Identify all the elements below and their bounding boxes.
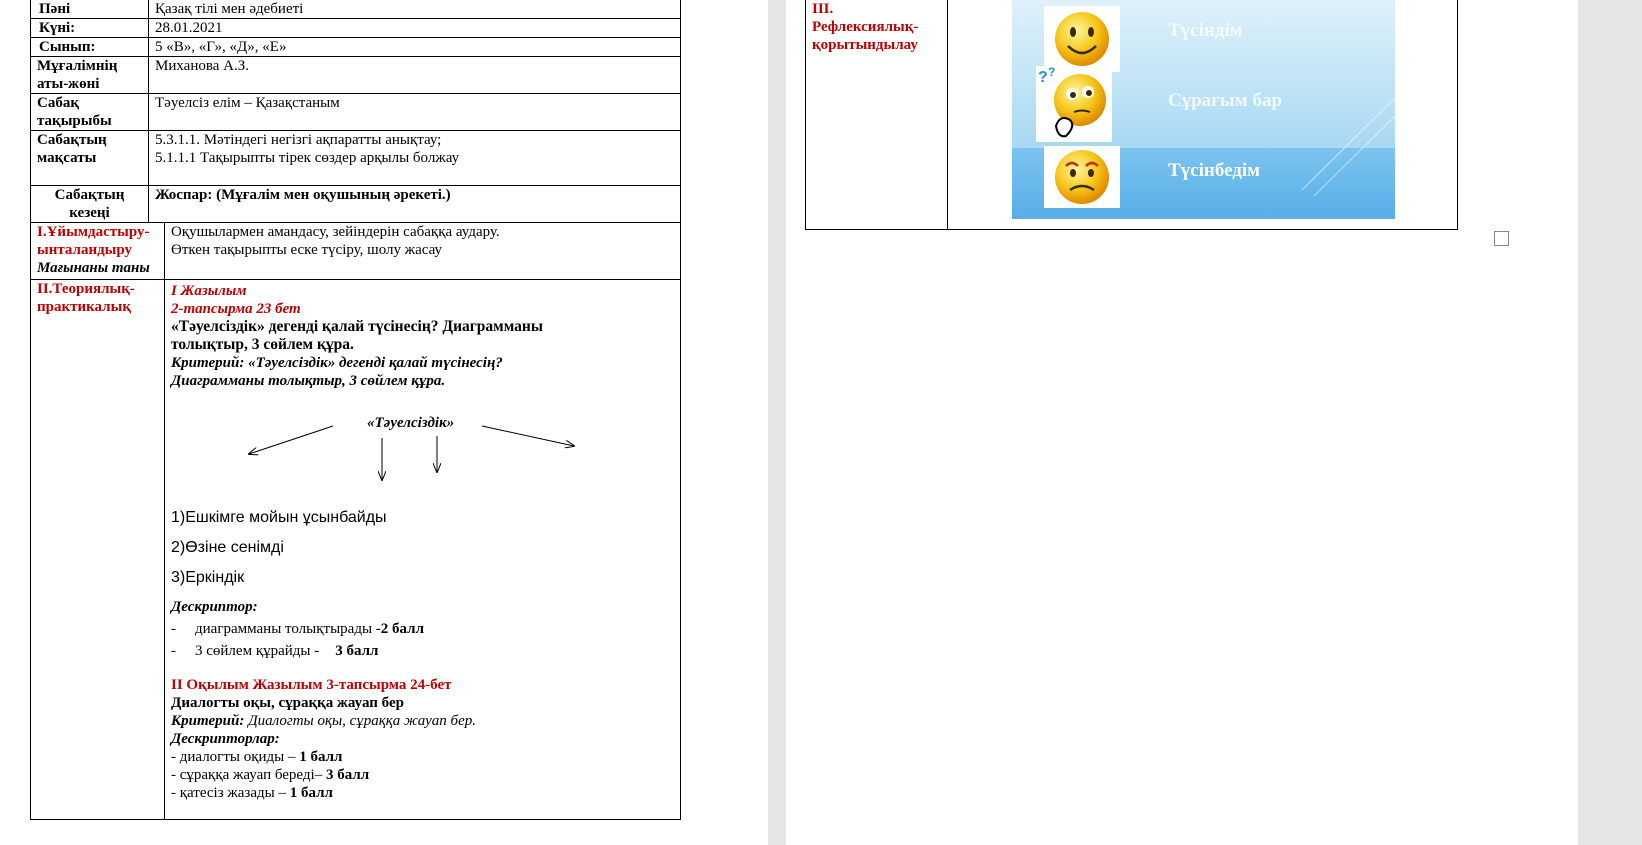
stage1-line-1: Оқушылармен амандасу, зейіндерін сабаққа аудару. — [171, 224, 500, 240]
criterion-line-1: Критерий: «Тәуелсіздік» дегенді қалай түсінесің? — [171, 355, 503, 371]
subject-label: Пәні — [31, 0, 149, 19]
caption-question: Сұрағым бар — [1168, 90, 1283, 111]
stage2-cell — [31, 280, 165, 820]
reflection-slide — [1012, 0, 1395, 219]
teacher-label: Мұғалімнің аты-жөні — [31, 57, 149, 94]
independence-diagram — [171, 410, 674, 490]
descriptor2-1: - диалогты оқиды – 1 балл — [171, 749, 343, 765]
task1-title: 2-тапсырма 23 бет — [171, 301, 301, 317]
date-value: 28.01.2021 — [149, 19, 681, 38]
document-page-left — [0, 0, 768, 845]
criterion-line-2: Диаграмманы толықтыр, 3 сөйлем құра. — [171, 373, 446, 389]
section2-title: ІІ Оқылым Жазылым 3-тапсырма 24-бет — [171, 677, 452, 693]
descriptors2-title: Дескрипторлар: — [171, 731, 280, 747]
lesson-plan-table — [30, 0, 681, 820]
plan-header: Жоспар: (Мұғалім мен оқушының әрекеті.) — [149, 186, 681, 223]
stage1-content — [165, 223, 681, 280]
table-resize-handle[interactable] — [1494, 231, 1509, 246]
thinking-face-icon — [1036, 66, 1112, 142]
stage3-name: ІІІ. Рефлексиялық-қорытындылау — [812, 1, 919, 53]
list-item-3: 3)Еркіндік — [171, 569, 245, 586]
reflection-table — [805, 0, 1458, 230]
stage1-line-2: Өткен тақырыпты еске түсіру, шолу жасау — [171, 242, 443, 258]
objective-line-1: 5.3.1.1. Мәтіндегі негізгі ақпаратты анықтау; — [155, 132, 442, 148]
descriptor2-3: - қатесіз жазады – 1 балл — [171, 785, 333, 801]
task2-title: Диалогты оқы, сұраққа жауап бер — [171, 695, 404, 711]
stage2-name: II.Теориялық-практикалық — [37, 281, 135, 315]
arrow-right — [482, 426, 574, 446]
date-label: Күні: — [31, 19, 149, 38]
descriptor-title: Дескриптор: — [171, 599, 258, 615]
stage1-sub: Мағынаны таны — [37, 260, 150, 276]
confused-face-icon — [1044, 146, 1120, 208]
list-item-2: 2)Өзіне сенімді — [171, 539, 284, 556]
arrow-left — [249, 426, 333, 454]
stage2-content — [165, 280, 681, 820]
list-item-1: 1)Ешкімге мойын ұсынбайды — [171, 509, 387, 526]
diagram-title: «Тәуелсіздік» — [367, 415, 455, 431]
descriptor-1: - диаграмманы толықтырады -2 балл — [171, 621, 424, 637]
objective-value — [149, 131, 681, 186]
svg-text:?: ? — [1048, 66, 1056, 79]
objective-line-2: 5.1.1.1 Тақырыпты тірек сөздер арқылы болжау — [155, 150, 460, 166]
stage3-cell — [806, 0, 948, 230]
criterion2: Критерий: Диалогты оқы, сұраққа жауап бер. — [171, 713, 476, 729]
teacher-value: Миханова А.З. — [149, 57, 681, 94]
smile-face-icon — [1044, 6, 1120, 72]
question-line-2: толықтыр, 3 сөйлем құра. — [171, 336, 354, 353]
workspace-margin — [1578, 0, 1642, 845]
stage1-cell — [31, 223, 165, 280]
stage1-name: I.Ұйымдастыру-ынталандыру — [37, 224, 150, 258]
question-line-1: «Тәуелсіздік» дегенді қалай түсінесің? Диаграмманы — [171, 318, 543, 335]
descriptor2-2: - сұраққа жауап береді– 3 балл — [171, 767, 370, 783]
class-label: Сынып: — [31, 38, 149, 57]
topic-value: Тәуелсіз елім – Қазақстаным — [149, 94, 681, 131]
caption-not-understood: Түсінбедім — [1168, 160, 1261, 181]
subject-value: Қазақ тілі мен әдебиеті — [149, 0, 681, 19]
topic-label: Сабақ тақырыбы — [31, 94, 149, 131]
section1-title: І Жазылым — [171, 283, 247, 299]
stage3-content — [948, 0, 1458, 230]
svg-text:?: ? — [1038, 69, 1048, 86]
class-value: 5 «В», «Г», «Д», «Е» — [149, 38, 681, 57]
objective-label: Сабақтың мақсаты — [31, 131, 149, 186]
stage-header: Сабақтың кезеңі — [31, 186, 149, 223]
document-page-right — [786, 0, 1578, 845]
descriptor-2: - 3 сөйлем құрайды - 3 балл — [171, 643, 379, 659]
caption-understood: Түсіндім — [1168, 20, 1243, 41]
